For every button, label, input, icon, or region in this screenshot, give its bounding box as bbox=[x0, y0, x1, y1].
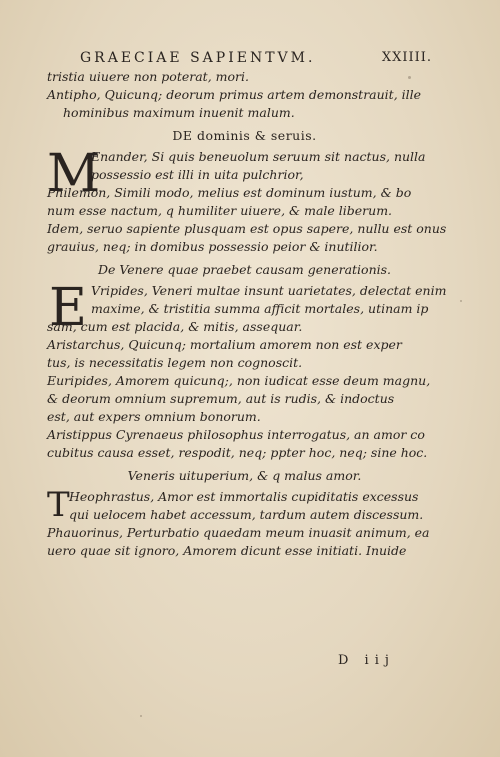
text-line: & deorum omnium supremum, aut is rudis, & indoctus bbox=[47, 391, 395, 406]
text-line: hominibus maximum inuenit malum. bbox=[63, 105, 295, 120]
ink-speck bbox=[460, 300, 462, 302]
drop-capital: T bbox=[47, 485, 70, 525]
ink-speck bbox=[140, 715, 142, 717]
text-line: Idem, seruo sapiente plusquam est opus sapere, nullu est onus bbox=[47, 221, 447, 236]
text-line: Euripides, Amorem quicunq;, non iudicat esse deum magnu, bbox=[47, 373, 431, 388]
drop-capital: M bbox=[47, 144, 101, 204]
section-heading: De Venere quae praebet causam generationis. bbox=[97, 262, 392, 277]
paragraph bbox=[47, 485, 442, 560]
text-line: Vripides, Veneri multae insunt uarietates, delectat enim bbox=[91, 283, 447, 298]
drop-capital: E bbox=[49, 278, 87, 338]
text-line: grauius, neq; in domibus possessio peior & inutilior. bbox=[47, 239, 378, 254]
text-line: num esse nactum, q humiliter uiuere, & male liberum. bbox=[47, 203, 393, 218]
text-line: possessio est illi in uita pulchrior, bbox=[91, 167, 304, 182]
text-line: uero quae sit ignoro, Amorem dicunt esse initiati. Inuide bbox=[47, 543, 407, 558]
ink-speck bbox=[408, 76, 411, 79]
text-line: Philemon, Simili modo, melius est dominum iustum, & bo bbox=[47, 185, 412, 200]
folio-number: XXIIII. bbox=[381, 50, 432, 65]
text-line: Phauorinus, Perturbatio quaedam meum inuasit animum, ea bbox=[47, 525, 430, 540]
text-line: Aristarchus, Quicunq; mortalium amorem non est exper bbox=[47, 337, 402, 352]
text-line: tus, is necessitatis legem non cognoscit. bbox=[47, 355, 303, 370]
text-line: est, aut expers omnium bonorum. bbox=[47, 409, 261, 424]
text-line: Aristippus Cyrenaeus philosophus interrogatus, an amor co bbox=[47, 427, 425, 442]
text-line: sam, cum est placida, & mitis, assequar. bbox=[47, 319, 303, 334]
section-heading: DE dominis & seruis. bbox=[172, 128, 317, 143]
page-header bbox=[0, 48, 500, 70]
text-line: Enander, Si quis beneuolum seruum sit nactus, nulla bbox=[91, 149, 426, 164]
paragraph bbox=[47, 144, 447, 256]
page-body bbox=[47, 68, 447, 560]
text-line: Antipho, Quicunq; deorum primus artem demonstrauit, ille bbox=[47, 87, 422, 102]
section-heading: Veneris uituperium, & q malus amor. bbox=[127, 468, 362, 483]
text-line: Heophrastus, Amor est immortalis cupiditatis excessus bbox=[69, 489, 419, 504]
text-line: qui uelocem habet accessum, tardum autem discessum. bbox=[69, 507, 424, 522]
signature-mark: D iij bbox=[338, 653, 395, 668]
text-line: cubitus causa esset, respodit, neq; ppter hoc, neq; sine hoc. bbox=[47, 445, 428, 460]
text-line: tristia uiuere non poterat, mori. bbox=[47, 69, 249, 84]
text-line: maxime, & tristitia summa afficit mortales, utinam ip bbox=[91, 301, 429, 316]
running-head: GRAECIAE SAPIENTVM. bbox=[80, 50, 316, 66]
paragraph bbox=[47, 278, 447, 462]
